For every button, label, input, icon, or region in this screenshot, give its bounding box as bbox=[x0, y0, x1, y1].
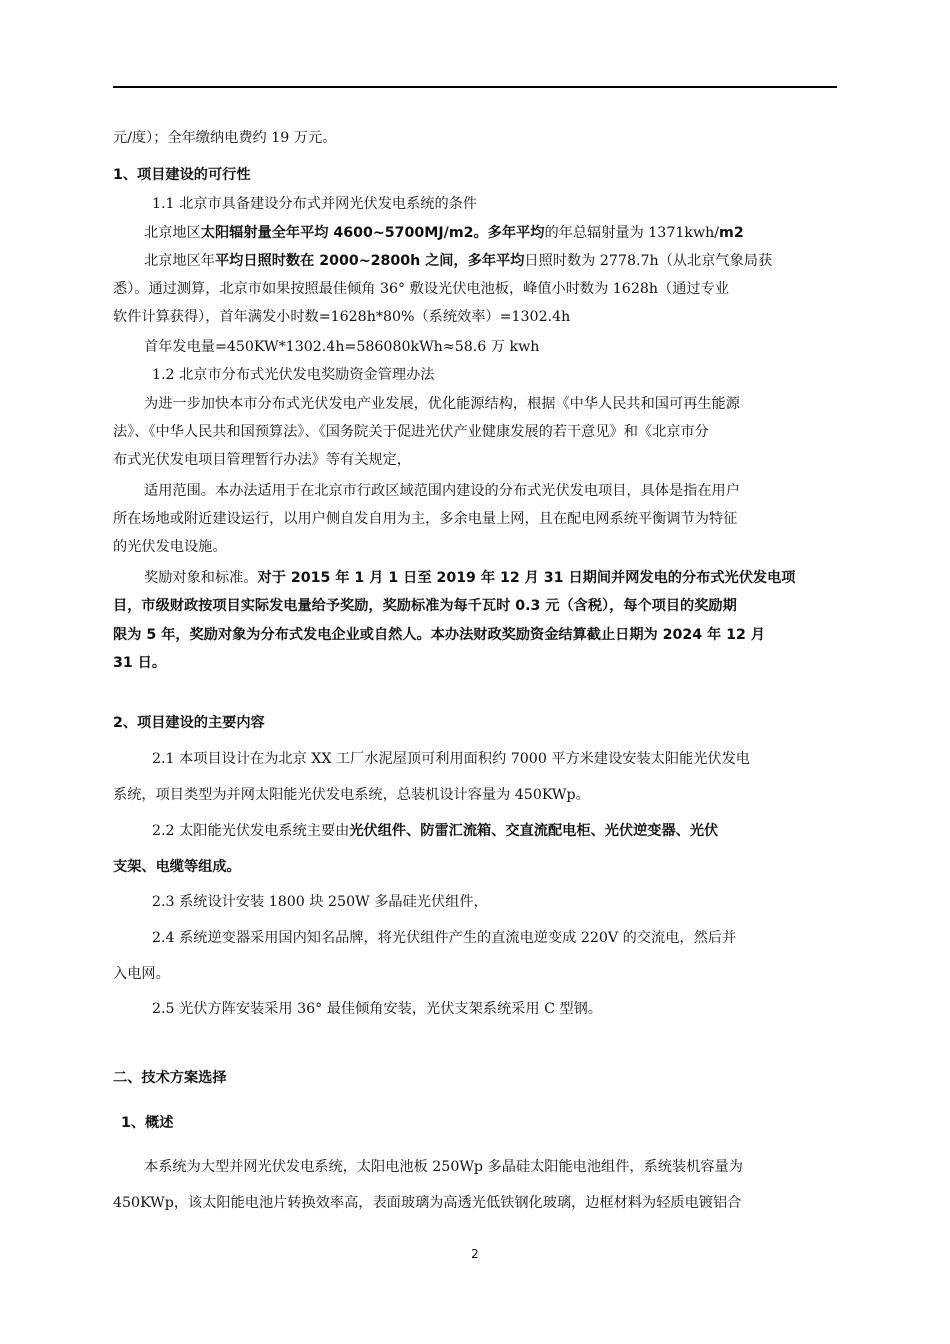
paragraph-line: 软件计算获得），首年满发小时数=1628h*80%（系统效率）=1302.4h bbox=[113, 309, 571, 325]
text-span: 北京地区 bbox=[144, 225, 201, 241]
bold-paragraph-line: 支架、电缆等组成。 bbox=[113, 859, 241, 875]
paragraph-line: 2.4 系统逆变器采用国内知名品牌，将光伏组件产生的直流电逆变成 220V 的交流电，然后并 bbox=[152, 930, 737, 946]
paragraph-line: 布式光伏发电项目管理暂行办法》等有关规定， bbox=[113, 452, 411, 468]
section-heading-2: 2、项目建设的主要内容 bbox=[113, 715, 265, 731]
paragraph-line: 法》、《中华人民共和国预算法》、《国务院关于促进光伏产业健康发展的若干意见》和《北京市分 bbox=[113, 424, 709, 440]
bold-span: m2 bbox=[719, 225, 744, 241]
paragraph-line: 2.3 系统设计安装 1800 块 250W 多晶硅光伏组件， bbox=[152, 894, 488, 910]
generation-line: 首年发电量=450KW*1302.4h=586080kWh≈58.6 万 kwh bbox=[144, 339, 540, 355]
text-span: 日照时数为 2778.7h（从北京气象局获 bbox=[524, 253, 773, 269]
chapter-heading: 二、技术方案选择 bbox=[113, 1070, 227, 1086]
bold-paragraph-line: 限为 5 年，奖励对象为分布式发电企业或自然人。本办法财政奖励资金结算截止日期为 2024 年 12 月 bbox=[113, 627, 766, 643]
subsection-heading-1-1: 1.1 北京市具备建设分布式并网光伏发电系统的条件 bbox=[152, 196, 478, 212]
components-line bbox=[152, 821, 718, 841]
bold-paragraph-line: 目，市级财政按项目实际发电量给予奖励，奖励标准为每千瓦时 0.3 元（含税），每个项目的奖励期 bbox=[113, 598, 737, 614]
paragraph-line: 450KWp，该太阳能电池片转换效率高，表面玻璃为高透光低铁钢化玻璃，边框材料为轻质电镀铝合 bbox=[113, 1195, 742, 1211]
bold-span: 平均日照时数在 2000~2800h 之间，多年平均 bbox=[214, 253, 525, 269]
radiation-line bbox=[144, 223, 744, 243]
paragraph-line: 所在场地或附近建设运行，以用户侧自发自用为主，多余电量上网，且在配电网系统平衡调节为特征 bbox=[113, 511, 738, 527]
paragraph-line: 为进一步加快本市分布式光伏发电产业发展，优化能源结构，根据《中华人民共和国可再生能源 bbox=[144, 396, 740, 412]
text-span: 北京地区年 bbox=[144, 253, 215, 269]
paragraph-line: 的光伏发电设施。 bbox=[113, 539, 227, 555]
subsection-heading-1-2: 1.2 北京市分布式光伏发电奖励资金管理办法 bbox=[152, 367, 435, 383]
sunshine-line bbox=[144, 251, 772, 271]
header-rule bbox=[113, 86, 837, 88]
bold-span: 太阳辐射量全年平均 4600~5700MJ/m2。多年平均 bbox=[200, 225, 545, 241]
page-number: 2 bbox=[471, 1247, 479, 1261]
paragraph-line: 适用范围。本办法适用于在北京市行政区域范围内建设的分布式光伏发电项目，具体是指在用户 bbox=[144, 483, 740, 499]
paragraph-line: 2.1 本项目设计在为北京 XX 工厂水泥屋顶可利用面积约 7000 平方米建设安装太阳能光伏发电 bbox=[152, 751, 750, 767]
bold-span: 光伏组件、防雷汇流箱、交直流配电柜、光伏逆变器、光伏 bbox=[349, 823, 719, 839]
bold-span: 对于 2015 年 1 月 1 日至 2019 年 12 月 31 日期间并网发电的分布式光伏发电项 bbox=[257, 570, 796, 586]
bold-paragraph-line: 31 日。 bbox=[113, 655, 167, 671]
paragraph-line: 系统，项目类型为并网太阳能光伏发电系统，总装机设计容量为 450KWp。 bbox=[113, 787, 590, 803]
text-span: 的年总辐射量为 1371kwh/ bbox=[544, 225, 720, 241]
paragraph-line: 2.5 光伏方阵安装采用 36° 最佳倾角安装，光伏支架系统采用 C 型钢。 bbox=[152, 1001, 602, 1017]
text-span: 奖励对象和标准。 bbox=[144, 570, 258, 586]
paragraph-line: 入电网。 bbox=[113, 966, 170, 982]
section-heading-overview: 1、概述 bbox=[121, 1115, 174, 1131]
text-span: 2.2 太阳能光伏发电系统主要由 bbox=[152, 823, 350, 839]
paragraph-line: 本系统为大型并网光伏发电系统，太阳电池板 250Wp 多晶硅太阳能电池组件，系统装机容量为 bbox=[144, 1159, 743, 1175]
paragraph-line: 元/度）；全年缴纳电费约 19 万元。 bbox=[113, 130, 337, 146]
section-heading-1: 1、项目建设的可行性 bbox=[113, 167, 251, 183]
paragraph-line: 悉）。通过测算，北京市如果按照最佳倾角 36° 敷设光伏电池板，峰值小时数为 1628h（通过专业 bbox=[113, 281, 729, 297]
reward-line bbox=[144, 568, 796, 588]
